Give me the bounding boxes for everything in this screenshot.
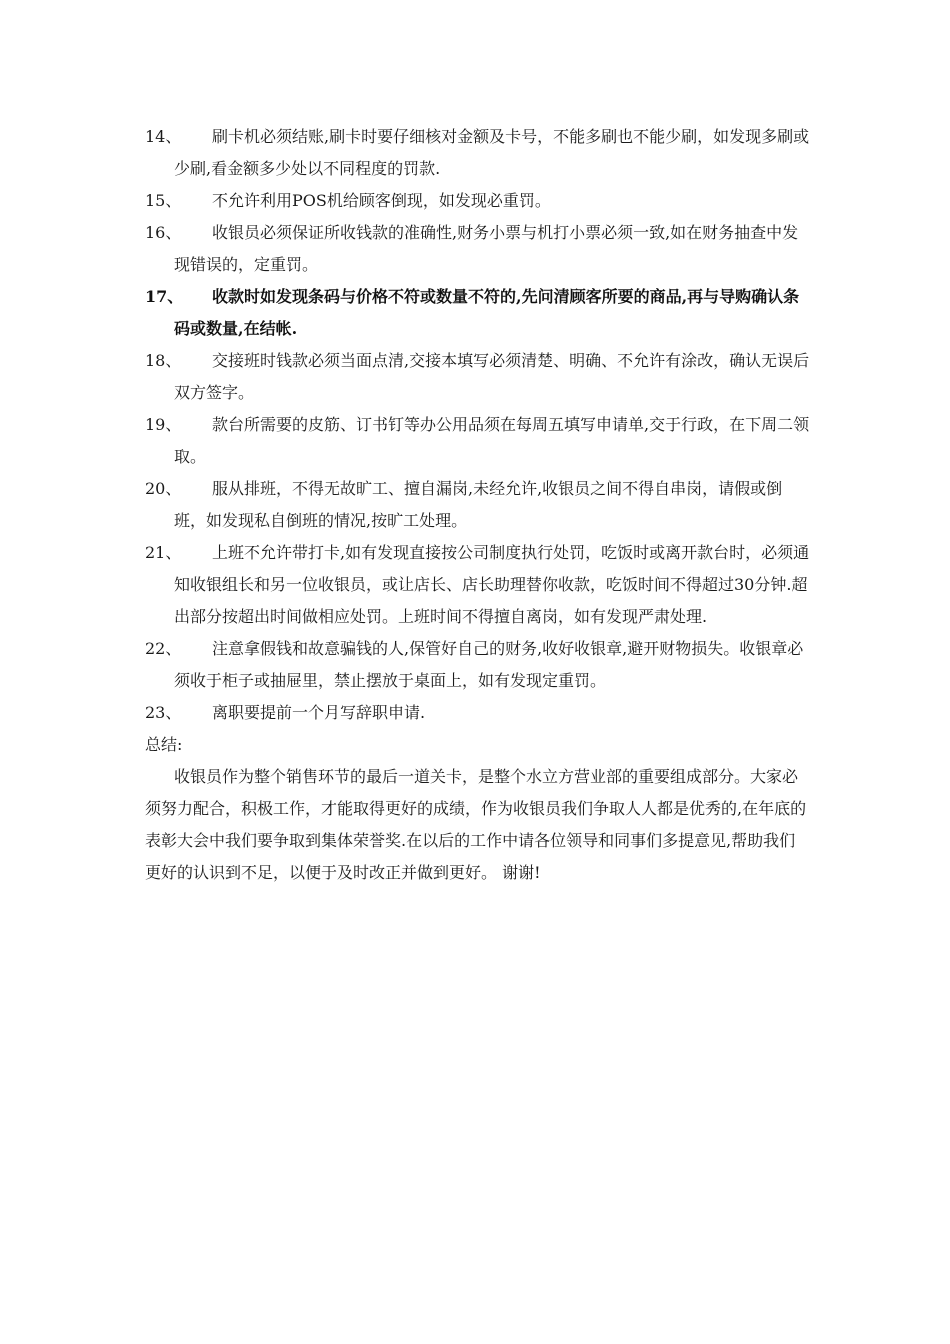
rule-number: 18、 (145, 351, 182, 370)
rule-item-17 (145, 281, 810, 345)
rule-text: 服从排班，不得无故旷工、擅自漏岗,未经允许,收银员之间不得自串岗，请假或倒班，如发现私自倒班的情况,按旷工处理。 (174, 479, 783, 530)
rule-number: 16、 (145, 223, 182, 242)
rule-number: 14、 (145, 127, 182, 146)
summary-body: 收银员作为整个销售环节的最后一道关卡，是整个水立方营业部的重要组成部分。大家必须努力配合，积极工作，才能取得更好的成绩，作为收银员我们争取人人都是优秀的,在年底的表彰大会中我们要争取到集体荣誉奖.在以后的工作中请各位领导和同事们多提意见,帮助我们更好的认识到不足，以便于及时改正并做到更好。 谢谢! (145, 767, 807, 882)
rule-item-16 (145, 217, 810, 281)
rule-number: 20、 (145, 479, 182, 498)
rule-text: 款台所需要的皮筋、订书钉等办公用品须在每周五填写申请单,交于行政，在下周二领取。 (174, 415, 810, 466)
rule-number: 19、 (145, 415, 182, 434)
rule-text: 不允许利用POS机给顾客倒现，如发现必重罚。 (212, 191, 551, 210)
rule-number: 15、 (145, 191, 182, 210)
rule-item-15 (145, 185, 810, 217)
rule-item-19 (145, 409, 810, 473)
rule-text: 注意拿假钱和故意骗钱的人,保管好自己的财务,收好收银章,避开财物损失。收银章必须收于柜子或抽屉里，禁止摆放于桌面上，如有发现定重罚。 (174, 639, 804, 690)
rule-text: 上班不允许带打卡,如有发现直接按公司制度执行处罚，吃饭时或离开款台时，必须通知收银组长和另一位收银员，或让店长、店长助理替你收款，吃饭时间不得超过30分钟.超出部分按超出时间做相应处罚。上班时间不得擅自离岗，如有发现严肃处理. (174, 543, 810, 626)
rule-text: 收银员必须保证所收钱款的准确性,财务小票与机打小票必须一致,如在财务抽查中发现错误的，定重罚。 (174, 223, 799, 274)
rule-number: 17、 (145, 287, 184, 306)
summary-title: 总结: (145, 735, 183, 754)
rule-text: 收款时如发现条码与价格不符或数量不符的,先问清顾客所要的商品,再与导购确认条码或数量,在结帐. (174, 287, 800, 338)
rule-item-23 (145, 697, 810, 729)
rule-number: 22、 (145, 639, 182, 658)
rule-item-20 (145, 473, 810, 537)
rule-item-18 (145, 345, 810, 409)
rule-text: 离职要提前一个月写辞职申请. (212, 703, 426, 722)
rule-text: 刷卡机必须结账,刷卡时要仔细核对金额及卡号，不能多刷也不能少刷，如发现多刷或少刷,看金额多少处以不同程度的罚款. (174, 127, 810, 178)
rule-text: 交接班时钱款必须当面点清,交接本填写必须清楚、明确、不允许有涂改，确认无误后双方签字。 (174, 351, 810, 402)
rule-number: 21、 (145, 543, 182, 562)
rule-number: 23、 (145, 703, 182, 722)
rule-item-21 (145, 537, 810, 633)
document-content (145, 121, 810, 889)
rule-item-14 (145, 121, 810, 185)
rule-item-22 (145, 633, 810, 697)
